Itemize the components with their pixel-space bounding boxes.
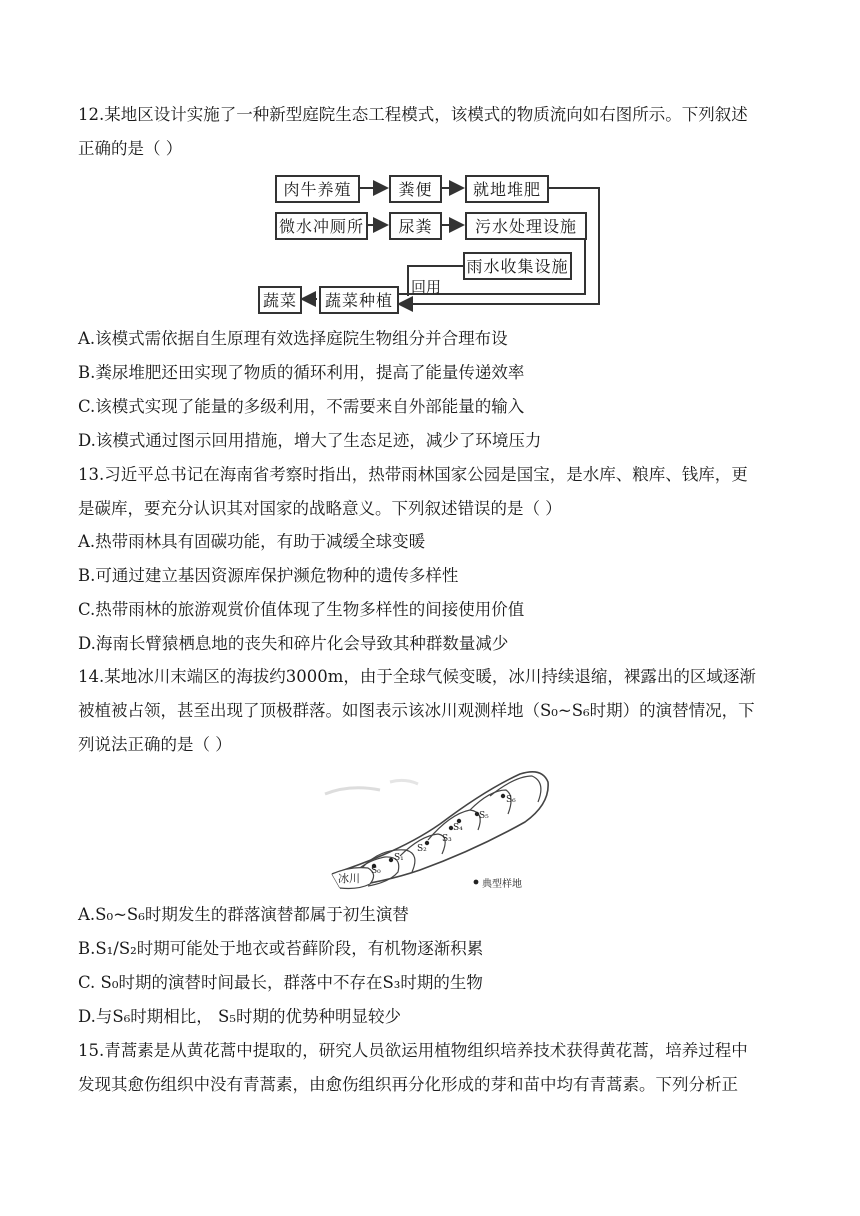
q12-option-d: D.该模式通过图示回用措施，增大了生态足迹，减少了环境压力 — [78, 431, 542, 450]
q14-option-b: B.S₁/S₂时期可能处于地衣或苔藓阶段，有机物逐渐积累 — [78, 939, 484, 958]
toilet-box: 微水冲厕所 — [275, 212, 368, 240]
q13-stem-line2: 是碳库，要充分认识其对国家的战略意义。下列叙述错误的是（ ） — [78, 499, 562, 518]
reuse-label: 回用 — [411, 278, 442, 296]
excreta-box: 尿粪 — [389, 212, 442, 240]
q14-option-c: C. S₀时期的演替时间最长，群落中不存在S₃时期的生物 — [78, 973, 483, 992]
sample-point-s1 — [389, 858, 393, 862]
q12-stem-line1: 12.某地区设计实施了一种新型庭院生态工程模式，该模式的物质流向如右图所示。下列叙述 — [78, 105, 748, 124]
label-s6: S₆ — [506, 795, 516, 805]
q15-stem-line2: 发现其愈伤组织中没有青蒿素，由愈伤组织再分化形成的芽和苗中均有青蒿素。下列分析正 — [78, 1075, 738, 1094]
legend-label: 典型样地 — [482, 879, 522, 890]
q15-stem-line1: 15.青蒿素是从黄花蒿中提取的，研究人员欲运用植物组织培养技术获得黄花蒿，培养过程中 — [78, 1041, 748, 1060]
q12-option-a: A.该模式需依据自生原理有效选择庭院生物组分并合理布设 — [78, 329, 508, 348]
q13-stem-line1: 13.习近平总书记在海南省考察时指出，热带雨林国家公园是国宝，是水库、粮库、钱库，更 — [78, 465, 748, 484]
q13-option-a: A.热带雨林具有固碳功能，有助于减缓全球变暖 — [78, 532, 426, 551]
label-s2: S₂ — [417, 844, 427, 854]
q14-stem-line1: 14.某地冰川末端区的海拔约3000m，由于全球气候变暖，冰川持续退缩，裸露出的区域逐渐 — [78, 667, 756, 686]
dung-box: 粪便 — [389, 175, 442, 203]
legend-dot — [474, 880, 479, 885]
compost-box: 就地堆肥 — [465, 175, 549, 203]
vegetable-box: 蔬菜 — [258, 286, 302, 314]
label-s0: S₀ — [371, 866, 381, 876]
q14-option-d: D.与S₆时期相比， S₅时期的优势种明显较少 — [78, 1007, 401, 1026]
sample-point-s6 — [501, 794, 505, 798]
q12-stem-line2: 正确的是（ ） — [78, 139, 183, 158]
vegetable-planting-box: 蔬菜种植 — [319, 286, 399, 314]
q14-option-a: A.S₀~S₆时期发生的群落演替都属于初生演替 — [78, 905, 409, 924]
sewage-facility-box: 污水处理设施 — [465, 212, 587, 240]
glacier-succession-figure — [310, 762, 560, 897]
q14-stem-line3: 列说法正确的是（ ） — [78, 735, 232, 754]
q13-option-b: B.可通过建立基因资源库保护濒危物种的遗传多样性 — [78, 566, 459, 585]
q12-flow-diagram — [250, 172, 610, 317]
q12-option-b: B.粪尿堆肥还田实现了物质的循环利用，提高了能量传递效率 — [78, 363, 525, 382]
q13-option-c: C.热带雨林的旅游观赏价值体现了生物多样性的间接使用价值 — [78, 600, 525, 619]
beef-farming-box: 肉牛养殖 — [275, 175, 360, 203]
q13-option-d: D.海南长臂猿栖息地的丧失和碎片化会导致其种群数量减少 — [78, 634, 509, 653]
label-s3: S₃ — [442, 834, 452, 844]
rainwater-box: 雨水收集设施 — [463, 252, 572, 280]
label-s4: S₄ — [453, 823, 463, 833]
glacier-label: 冰川 — [338, 872, 360, 885]
label-s1: S₁ — [394, 853, 404, 863]
q12-option-c: C.该模式实现了能量的多级利用，不需要来自外部能量的输入 — [78, 397, 525, 416]
label-s5: S₅ — [479, 811, 489, 821]
q14-stem-line2: 被植被占领，甚至出现了顶极群落。如图表示该冰川观测样地（S₀~S₆时期）的演替情况，下 — [78, 701, 755, 720]
